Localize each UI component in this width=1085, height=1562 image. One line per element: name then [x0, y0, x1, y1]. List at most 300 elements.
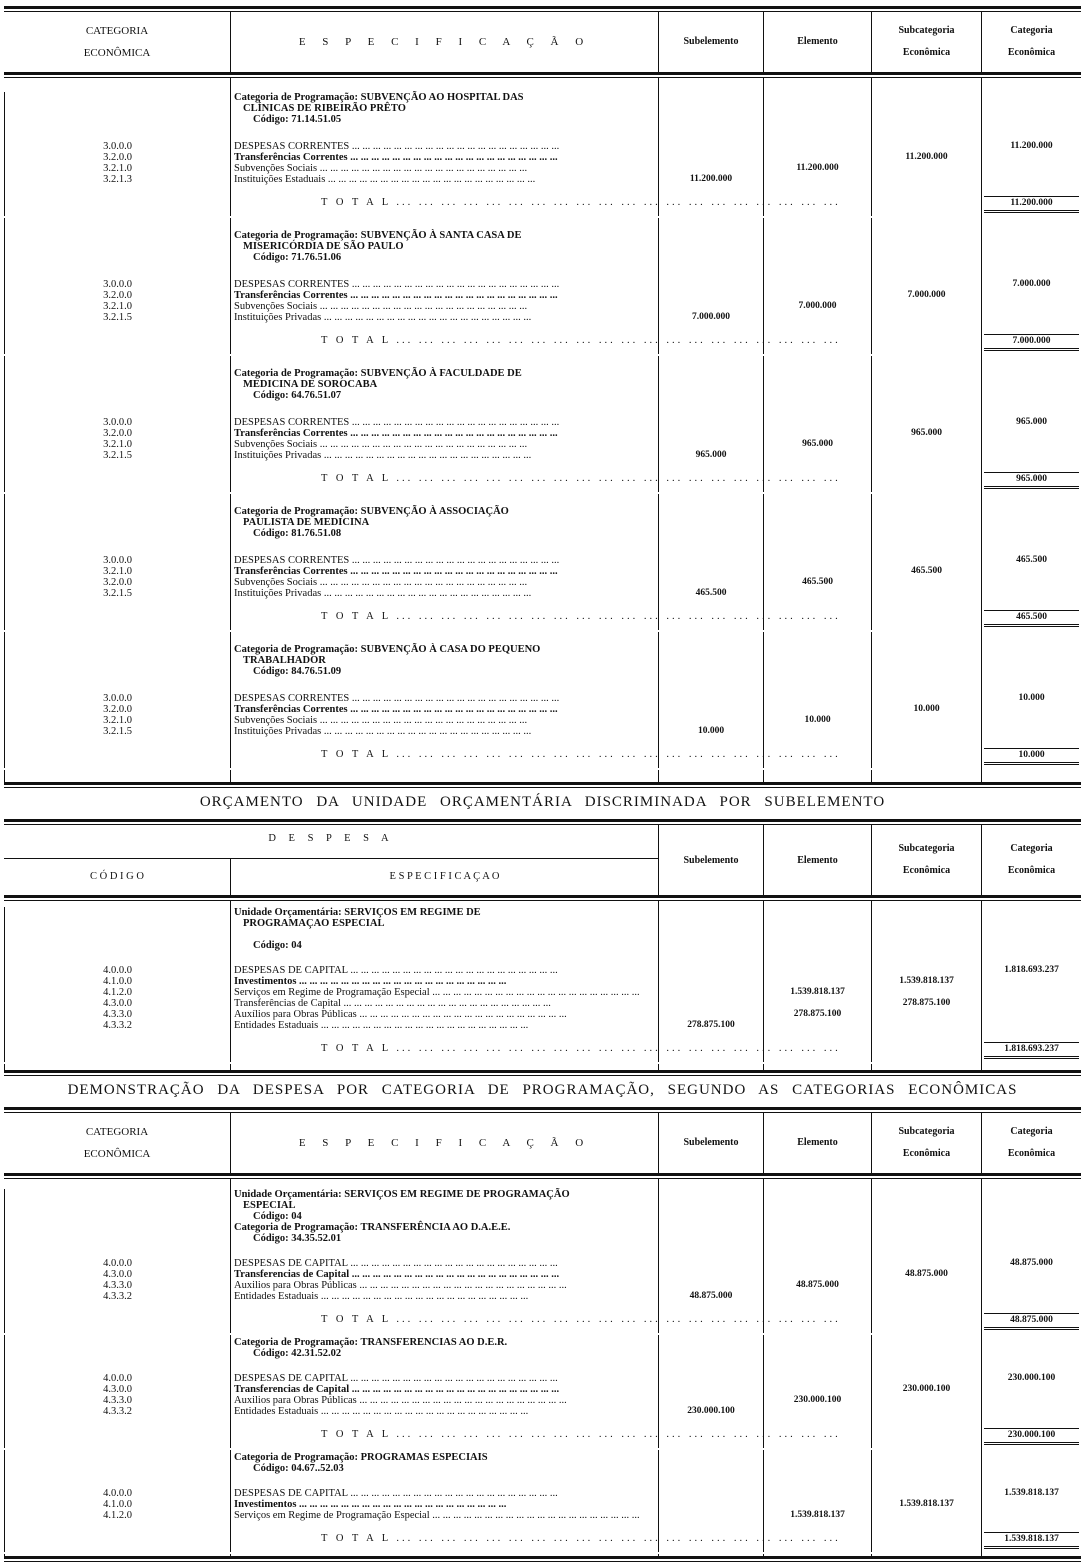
empty-cell: [658, 715, 763, 726]
empty-cell: [871, 1031, 981, 1040]
empty-cell: [763, 103, 871, 114]
empty-cell: [871, 1488, 981, 1499]
empty-cell: [871, 666, 981, 677]
empty-cell: [871, 1337, 981, 1348]
empty-cell: [981, 577, 1081, 588]
block-heading-line: Código: 42.31.52.02: [230, 1348, 658, 1359]
header-text: ECONÔMICA: [83, 47, 151, 59]
header-text: Econômica: [902, 865, 951, 876]
empty-cell: [981, 1395, 1081, 1406]
empty-cell: [981, 263, 1081, 279]
economic-code: 3.2.1.0: [4, 301, 230, 312]
empty-cell: [871, 194, 981, 216]
economic-code: 4.3.3.2: [4, 1291, 230, 1302]
empty-cell: [981, 323, 1081, 332]
header-elemento: Elemento: [763, 825, 871, 895]
empty-cell: [763, 528, 871, 539]
empty-cell: [4, 461, 230, 470]
empty-cell: [981, 987, 1081, 998]
empty-cell: [658, 918, 763, 929]
header-subcategoria: [871, 825, 981, 895]
empty-cell: [763, 951, 871, 965]
empty-cell: [763, 279, 871, 290]
empty-cell: [871, 92, 981, 103]
item-description: Transferências Correntes ... .: [230, 152, 658, 163]
empty-cell: [4, 230, 230, 241]
empty-cell: [658, 655, 763, 666]
empty-cell: [981, 951, 1081, 965]
empty-cell: [658, 951, 763, 965]
empty-cell: [981, 677, 1081, 693]
total-label: T O T A L ... .: [230, 470, 658, 492]
economic-code: 3.0.0.0: [4, 279, 230, 290]
empty-cell: [763, 1258, 871, 1269]
item-description: Transferencias de Capital ... .: [230, 1269, 658, 1280]
total-cell: [981, 1040, 1081, 1064]
economic-code: 3.2.0.0: [4, 290, 230, 301]
empty-cell: [763, 1359, 871, 1373]
empty-cell: [871, 450, 981, 461]
empty-cell: [658, 907, 763, 918]
empty-cell: [763, 1189, 871, 1200]
empty-cell: [871, 141, 981, 152]
total-label: T O T A L ... .: [230, 746, 658, 768]
total-value: 1.818.693.237: [984, 1042, 1079, 1059]
empty-cell: [658, 92, 763, 103]
empty-cell: [981, 1463, 1081, 1474]
empty-cell: [658, 263, 763, 279]
item-description: Subvenções Sociais ... .: [230, 577, 658, 588]
value-elem: 10.000: [763, 715, 871, 726]
empty-cell: [763, 1179, 871, 1189]
economic-code: 3.0.0.0: [4, 417, 230, 428]
empty-cell: [763, 599, 871, 608]
header-categoria: [981, 12, 1081, 72]
empty-cell: [230, 263, 658, 279]
empty-cell: [4, 92, 230, 103]
empty-cell: [658, 1200, 763, 1211]
empty-cell: [871, 312, 981, 323]
header-text: Subcategoria: [898, 843, 955, 854]
empty-cell: [4, 1031, 230, 1040]
empty-cell: [871, 506, 981, 517]
empty-cell: [763, 1406, 871, 1417]
economic-code: 3.2.1.0: [4, 163, 230, 174]
empty-cell: [763, 1463, 871, 1474]
item-description: DESPESAS CORRENTES ... .: [230, 279, 658, 290]
empty-cell: [981, 152, 1081, 163]
empty-cell: [658, 1395, 763, 1406]
item-description: DESPESAS CORRENTES ... .: [230, 141, 658, 152]
economic-code: 3.2.1.0: [4, 439, 230, 450]
empty-cell: [871, 746, 981, 768]
empty-cell: [763, 655, 871, 666]
empty-cell: [658, 163, 763, 174]
block-heading-line: Categoria de Programação: SUBVENÇÃO À FACULDADE DE: [230, 368, 658, 379]
empty-cell: [658, 528, 763, 539]
empty-cell: [763, 940, 871, 951]
empty-cell: [871, 677, 981, 693]
economic-code: 3.2.0.0: [4, 428, 230, 439]
empty-cell: [981, 632, 1081, 644]
empty-cell: [871, 241, 981, 252]
economic-code: 3.2.1.0: [4, 566, 230, 577]
empty-cell: [658, 1269, 763, 1280]
empty-cell: [871, 1200, 981, 1211]
empty-cell: [763, 1031, 871, 1040]
empty-cell: [763, 1244, 871, 1258]
empty-cell: [4, 1348, 230, 1359]
empty-cell: [763, 976, 871, 987]
value-subcat: 7.000.000: [871, 290, 981, 301]
item-description: DESPESAS DE CAPITAL ... .: [230, 965, 658, 976]
item-description: Instituições Privadas ... .: [230, 312, 658, 323]
empty-cell: [658, 1009, 763, 1020]
empty-cell: [871, 737, 981, 746]
item-description: DESPESAS DE CAPITAL ... .: [230, 1373, 658, 1384]
empty-cell: [871, 417, 981, 428]
empty-cell: [658, 368, 763, 379]
empty-cell: [4, 332, 230, 354]
total-value: 965.000: [984, 472, 1079, 489]
item-description: Transferências Correntes ... .: [230, 566, 658, 577]
empty-cell: [763, 566, 871, 577]
empty-cell: [981, 1064, 1081, 1070]
empty-cell: [763, 218, 871, 230]
economic-code: 3.2.0.0: [4, 152, 230, 163]
empty-cell: [763, 588, 871, 599]
empty-cell: [871, 1291, 981, 1302]
empty-cell: [981, 1406, 1081, 1417]
empty-cell: [871, 770, 981, 782]
value-sub: 965.000: [658, 450, 763, 461]
section2-body: [4, 901, 1085, 1070]
empty-cell: [4, 907, 230, 918]
empty-cell: [763, 1233, 871, 1244]
empty-cell: [230, 1179, 658, 1189]
empty-cell: [658, 1463, 763, 1474]
empty-cell: [4, 218, 230, 230]
empty-cell: [658, 290, 763, 301]
empty-cell: [4, 517, 230, 528]
empty-cell: [658, 356, 763, 368]
value-subcat: 48.875.000: [871, 1269, 981, 1280]
empty-cell: [871, 218, 981, 230]
empty-cell: [871, 1406, 981, 1417]
empty-cell: [658, 506, 763, 517]
empty-cell: [658, 1179, 763, 1189]
empty-cell: [871, 1258, 981, 1269]
empty-cell: [658, 1510, 763, 1521]
block-heading-line: PAULISTA DE MEDICINA: [230, 517, 658, 528]
empty-cell: [871, 1064, 981, 1070]
header-categoria-economica: [4, 1113, 230, 1173]
value-cat: 11.200.000: [981, 141, 1081, 152]
block-heading-line: Código: 64.76.51.07: [230, 390, 658, 401]
empty-cell: [981, 174, 1081, 185]
empty-cell: [981, 230, 1081, 241]
empty-cell: [981, 301, 1081, 312]
economic-code: 4.3.0.0: [4, 1269, 230, 1280]
empty-cell: [763, 998, 871, 1009]
header-text: Econômica: [1007, 865, 1056, 876]
block-heading-line: Código: 04.67..52.03: [230, 1463, 658, 1474]
empty-cell: [230, 125, 658, 141]
header-categoria-economica: [4, 12, 230, 72]
header-text: Econômica: [1007, 47, 1056, 58]
empty-cell: [981, 1280, 1081, 1291]
total-label: T O T A L ... .: [230, 1426, 658, 1448]
empty-cell: [4, 263, 230, 279]
header-categoria: [981, 1113, 1081, 1173]
empty-cell: [763, 737, 871, 746]
economic-code: 3.2.1.5: [4, 450, 230, 461]
empty-cell: [658, 103, 763, 114]
empty-cell: [230, 1031, 658, 1040]
economic-code: 4.3.0.0: [4, 998, 230, 1009]
empty-cell: [658, 1337, 763, 1348]
header-subcategoria: [871, 1113, 981, 1173]
empty-cell: [658, 1064, 763, 1070]
value-cat: 1.539.818.137: [981, 1488, 1081, 1499]
empty-cell: [981, 1510, 1081, 1521]
block-heading-line: Código: 04: [230, 1211, 658, 1222]
header-text: Categoria: [1010, 25, 1053, 36]
item-description: DESPESAS CORRENTES ... .: [230, 693, 658, 704]
section2-header: [4, 825, 1085, 895]
empty-cell: [981, 1222, 1081, 1233]
empty-cell: [981, 655, 1081, 666]
empty-cell: [763, 704, 871, 715]
empty-cell: [981, 461, 1081, 470]
empty-cell: [230, 356, 658, 368]
empty-cell: [658, 390, 763, 401]
empty-cell: [981, 312, 1081, 323]
empty-cell: [871, 1359, 981, 1373]
empty-cell: [871, 252, 981, 263]
block-heading-line: Categoria de Programação: SUBVENÇÃO À ASSOCIAÇÃO: [230, 506, 658, 517]
empty-cell: [871, 1020, 981, 1031]
empty-cell: [763, 1020, 871, 1031]
empty-cell: [871, 323, 981, 332]
total-label: T O T A L ... .: [230, 194, 658, 216]
empty-cell: [230, 1474, 658, 1488]
header-text: Econômica: [1007, 1148, 1056, 1159]
empty-cell: [981, 390, 1081, 401]
empty-cell: [658, 577, 763, 588]
empty-cell: [871, 1463, 981, 1474]
empty-cell: [658, 770, 763, 782]
empty-cell: [981, 726, 1081, 737]
economic-code: 4.1.2.0: [4, 987, 230, 998]
empty-cell: [763, 907, 871, 918]
economic-code: 4.1.0.0: [4, 1499, 230, 1510]
empty-cell: [658, 1359, 763, 1373]
empty-cell: [871, 951, 981, 965]
empty-cell: [763, 312, 871, 323]
empty-cell: [230, 78, 658, 92]
block-heading-line: Código: 71.14.51.05: [230, 114, 658, 125]
value-cat: 965.000: [981, 417, 1081, 428]
empty-cell: [763, 1222, 871, 1233]
empty-cell: [871, 494, 981, 506]
empty-cell: [658, 78, 763, 92]
empty-cell: [981, 368, 1081, 379]
empty-cell: [658, 632, 763, 644]
item-description: Instituições Privadas ... .: [230, 588, 658, 599]
empty-cell: [871, 401, 981, 417]
empty-cell: [658, 566, 763, 577]
empty-cell: [658, 1488, 763, 1499]
total-label: T O T A L ... .: [230, 1311, 658, 1333]
empty-cell: [4, 539, 230, 555]
total-label: T O T A L ... .: [230, 1530, 658, 1552]
empty-cell: [981, 976, 1081, 987]
empty-cell: [763, 401, 871, 417]
empty-cell: [981, 356, 1081, 368]
empty-cell: [871, 599, 981, 608]
empty-cell: [981, 517, 1081, 528]
empty-cell: [871, 1395, 981, 1406]
item-description: DESPESAS CORRENTES ... .: [230, 555, 658, 566]
value-cat: 465.500: [981, 555, 1081, 566]
empty-cell: [981, 1189, 1081, 1200]
economic-code: 4.1.0.0: [4, 976, 230, 987]
empty-cell: [658, 461, 763, 470]
empty-cell: [763, 726, 871, 737]
empty-cell: [981, 1020, 1081, 1031]
empty-cell: [763, 517, 871, 528]
empty-cell: [763, 929, 871, 940]
item-description: Auxilios para Obras Públicas ... .: [230, 1395, 658, 1406]
empty-cell: [871, 185, 981, 194]
empty-cell: [4, 1189, 230, 1200]
empty-cell: [658, 279, 763, 290]
empty-cell: [981, 241, 1081, 252]
item-description: Subvenções Sociais ... .: [230, 301, 658, 312]
empty-cell: [763, 379, 871, 390]
empty-cell: [871, 1530, 981, 1552]
block-heading-line: Código: 34.35.52.01: [230, 1233, 658, 1244]
empty-cell: [230, 1554, 658, 1556]
total-cell: [981, 194, 1081, 218]
empty-cell: [4, 951, 230, 965]
empty-cell: [658, 1222, 763, 1233]
empty-cell: [658, 125, 763, 141]
empty-cell: [981, 92, 1081, 103]
empty-cell: [763, 185, 871, 194]
empty-cell: [763, 92, 871, 103]
total-cell: [981, 332, 1081, 356]
empty-cell: [763, 918, 871, 929]
empty-cell: [658, 693, 763, 704]
value-sub: 465.500: [658, 588, 763, 599]
block-heading-line: Categoria de Programação: TRANSFERÊNCIA AO D.A.E.E.: [230, 1222, 658, 1233]
empty-cell: [871, 1373, 981, 1384]
block-heading-line: [230, 929, 658, 940]
empty-cell: [871, 1510, 981, 1521]
block-heading-line: MEDICINA DE SOROCABA: [230, 379, 658, 390]
empty-cell: [658, 599, 763, 608]
empty-cell: [871, 356, 981, 368]
item-description: Investimentos ... .: [230, 1499, 658, 1510]
value-sub: 48.875.000: [658, 1291, 763, 1302]
empty-cell: [4, 1311, 230, 1333]
empty-cell: [981, 528, 1081, 539]
empty-cell: [871, 1009, 981, 1020]
empty-cell: [871, 655, 981, 666]
value-elem: 48.875.000: [763, 1280, 871, 1291]
total-value: 10.000: [984, 748, 1079, 765]
value-sub: 230.000.100: [658, 1406, 763, 1417]
empty-cell: [4, 1426, 230, 1448]
empty-cell: [763, 494, 871, 506]
item-description: Instituições Privadas ... .: [230, 726, 658, 737]
section1-header: [4, 12, 1085, 72]
empty-cell: [871, 174, 981, 185]
empty-cell: [981, 1359, 1081, 1373]
header-subcategoria: [871, 12, 981, 72]
empty-cell: [871, 163, 981, 174]
empty-cell: [658, 241, 763, 252]
empty-cell: [871, 1417, 981, 1426]
header-text: Econômica: [902, 1148, 951, 1159]
empty-cell: [981, 907, 1081, 918]
block-heading-line: MISERICÓRDIA DE SÃO PAULO: [230, 241, 658, 252]
empty-cell: [4, 1463, 230, 1474]
header-text: Subcategoria: [898, 25, 955, 36]
item-description: DESPESAS CORRENTES ... .: [230, 417, 658, 428]
economic-code: 4.3.0.0: [4, 1384, 230, 1395]
empty-cell: [658, 1211, 763, 1222]
value-subcat: 230.000.100: [871, 1384, 981, 1395]
economic-code: 3.2.1.0: [4, 715, 230, 726]
empty-cell: [4, 1554, 230, 1556]
empty-cell: [871, 78, 981, 92]
economic-code: 4.0.0.0: [4, 1373, 230, 1384]
empty-cell: [4, 1211, 230, 1222]
empty-cell: [658, 666, 763, 677]
empty-cell: [4, 1474, 230, 1488]
empty-cell: [4, 608, 230, 630]
block-heading-line: TRABALHADOR: [230, 655, 658, 666]
empty-cell: [658, 929, 763, 940]
empty-cell: [871, 632, 981, 644]
empty-cell: [763, 368, 871, 379]
empty-cell: [230, 323, 658, 332]
empty-cell: [658, 323, 763, 332]
empty-cell: [658, 1258, 763, 1269]
empty-cell: [763, 770, 871, 782]
empty-cell: [658, 185, 763, 194]
empty-cell: [4, 114, 230, 125]
empty-cell: [871, 230, 981, 241]
value-sub: 10.000: [658, 726, 763, 737]
empty-cell: [981, 666, 1081, 677]
block-heading-line: Código: 71.76.51.06: [230, 252, 658, 263]
header-subelemento: Subelemento: [658, 825, 763, 895]
empty-cell: [871, 907, 981, 918]
empty-cell: [763, 428, 871, 439]
value-cat: 230.000.100: [981, 1373, 1081, 1384]
total-cell: [981, 1426, 1081, 1450]
empty-cell: [981, 1291, 1081, 1302]
empty-cell: [4, 103, 230, 114]
empty-cell: [658, 987, 763, 998]
empty-cell: [871, 379, 981, 390]
total-cell: [981, 1311, 1081, 1335]
header-text: Categoria: [1010, 843, 1053, 854]
